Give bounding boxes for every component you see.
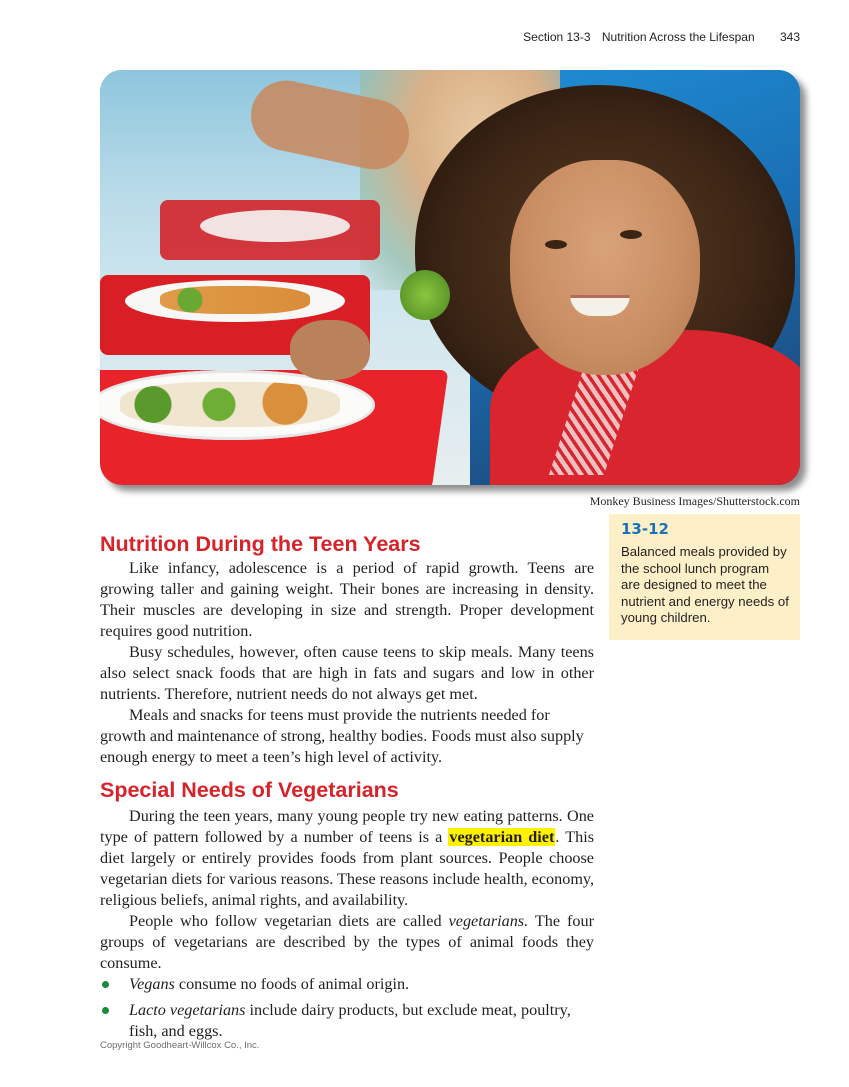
paragraph: Busy schedules, however, often cause teens to skip meals. Many teens also select snack foods that are high in fats and sugars and low in other nutrients. Therefore, nutrient needs do not always get met. bbox=[100, 643, 594, 703]
list-item bbox=[100, 974, 594, 995]
list-item-term: Lacto vegetarians bbox=[129, 1001, 246, 1019]
photo-girl-face bbox=[510, 160, 700, 375]
section-label: Section 13-3 bbox=[523, 30, 591, 44]
list-item-text: consume no foods of animal origin. bbox=[174, 975, 410, 993]
photo-girl-eye bbox=[620, 230, 642, 239]
paragraph-text: People who follow vegetarian diets are called bbox=[129, 912, 449, 930]
photo-plate bbox=[200, 210, 350, 242]
figure-photo bbox=[100, 70, 800, 485]
paragraph bbox=[100, 806, 594, 911]
photo-broccoli bbox=[400, 270, 450, 320]
paragraph: Meals and snacks for teens must provide the nutrients needed for growth and maintenance of strong, healthy bodies. Foods must also supply enough energy to meet a teen’s high level of activity. bbox=[100, 706, 584, 766]
bullet-icon bbox=[102, 1007, 109, 1014]
figure-number: 13-12 bbox=[621, 520, 669, 538]
list-item-term: Vegans bbox=[129, 975, 175, 993]
italic-term-vegetarians: vegetarians. bbox=[448, 912, 529, 930]
paragraph-text: The four groups of vegetarians are described by the types of animal foods they consume. bbox=[100, 912, 594, 972]
vegetarian-types-list bbox=[100, 974, 594, 1042]
list-item bbox=[100, 1000, 594, 1042]
section-heading-teen-years: Nutrition During the Teen Years bbox=[100, 532, 421, 556]
paragraph-text: . This diet largely or entirely provides foods from plant sources. People choose vegetarian diets for various reasons. These reasons include health, economy, religious beliefs, animal rights, and availability. bbox=[100, 828, 595, 909]
paragraph: Like infancy, adolescence is a period of rapid growth. Teens are growing taller and gaining weight. Their bones are increasing in density. Their muscles are developing in size and strength. Proper development requires good nutrition. bbox=[100, 559, 594, 640]
section-heading-vegetarians: Special Needs of Vegetarians bbox=[100, 778, 399, 802]
key-term-vegetarian-diet[interactable]: vegetarian diet bbox=[449, 828, 555, 846]
chapter-title: Nutrition Across the Lifespan bbox=[601, 30, 755, 44]
photo-credit: Monkey Business Images/Shutterstock.com bbox=[589, 494, 800, 508]
paragraph-text: During the teen years, many young people try new eating patterns. One type of pattern followed by a number of teens is a bbox=[100, 807, 594, 846]
bullet-icon bbox=[102, 981, 109, 988]
main-text-column bbox=[100, 530, 594, 1042]
copyright-footer: Copyright Goodheart-Willcox Co., Inc. bbox=[100, 1040, 260, 1051]
figure-caption-box bbox=[609, 514, 800, 640]
photo-food-front bbox=[120, 382, 340, 427]
page-number: 343 bbox=[779, 30, 800, 44]
figure-caption-text: Balanced meals provided by the school lunch program are designed to meet the nutrient and energy needs of young children. bbox=[621, 544, 789, 625]
photo-girl-hand bbox=[290, 320, 370, 380]
photo-food bbox=[160, 286, 310, 314]
running-head bbox=[523, 30, 800, 44]
photo-girl-eye bbox=[545, 240, 567, 249]
list-item-text: include dairy products, but exclude meat, poultry, fish, and eggs. bbox=[129, 1001, 571, 1040]
paragraph bbox=[100, 911, 594, 974]
